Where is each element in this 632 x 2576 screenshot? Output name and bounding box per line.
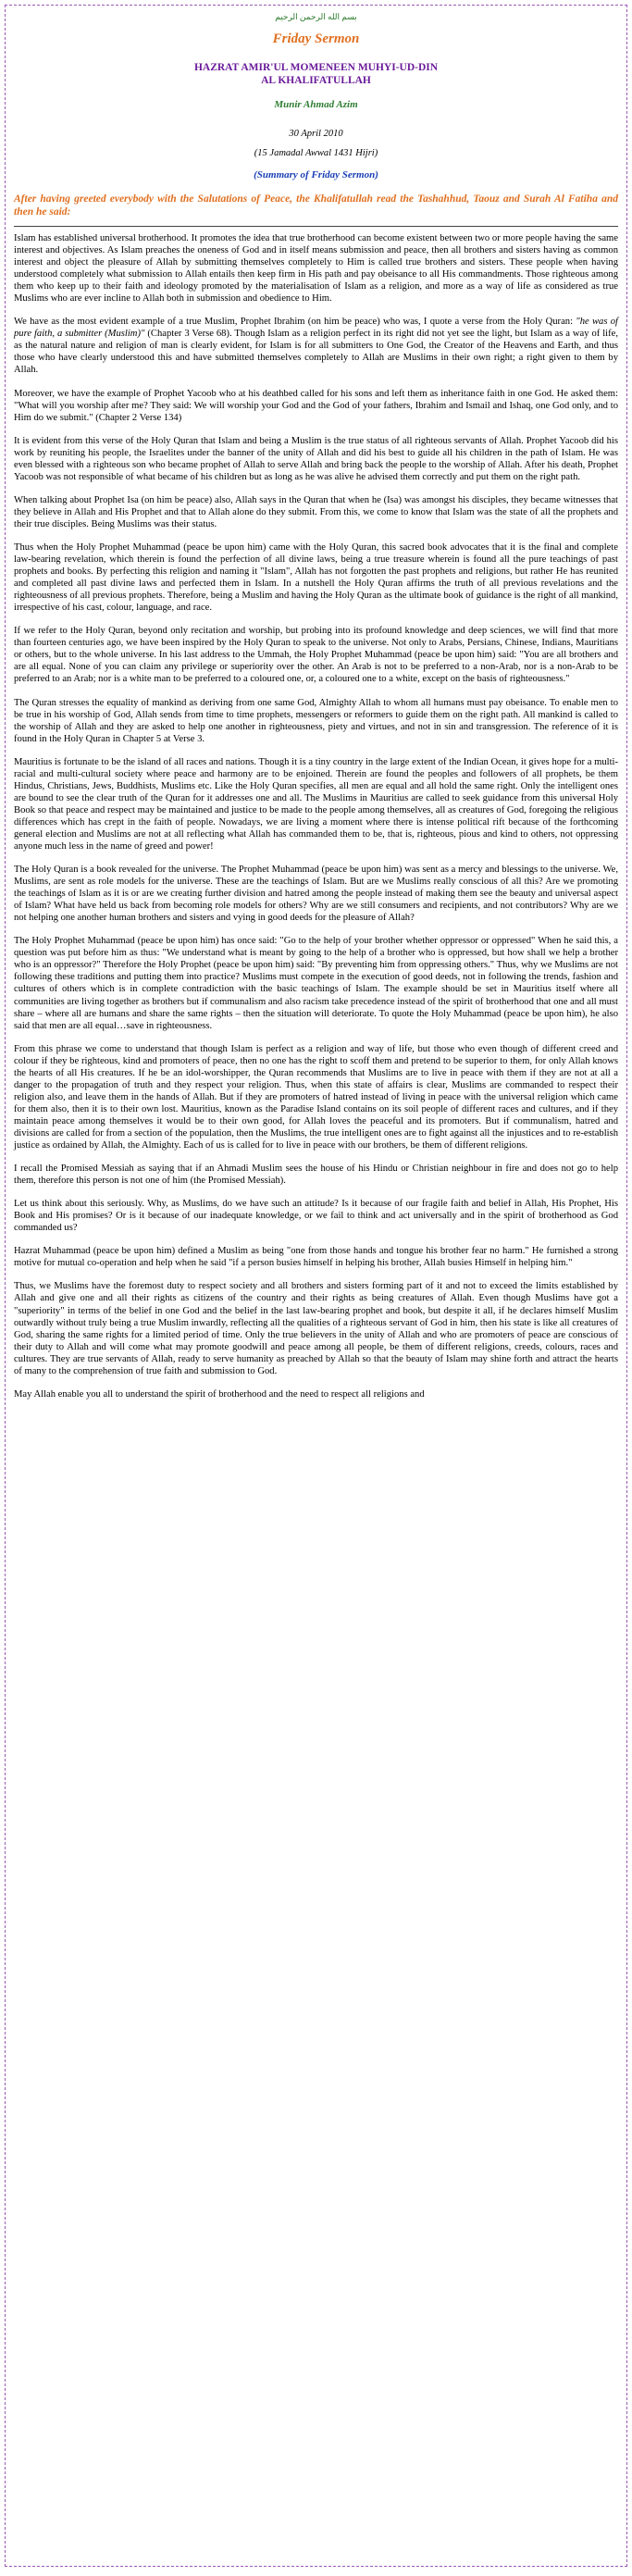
paragraph-6: Thus when the Holy Prophet Muhammad (peace be upon him) came with the Holy Quran, this sacred book advocates that it is the final and complete law-bearing revelation, which therein is found the perfection of all divine laws, being a true treasure wherein is found all the pure teachings of past prophets and books. By perfecting this religion and naming it "Islam", Allah has not forgotten the past prophets and religions, but rather He has reunited and completed all past divine laws and perfected them in Islam. In a nutshell the Holy Quran affirms the truth of all previous revelations and the righteousness of all previous prophets. Therefore, being a Muslim and having the Holy Quran as the ultimate book of guidance is the right of all mankind, irrespective of his cast, colour, language, and race.: [14, 541, 618, 614]
page-title: Friday Sermon: [272, 31, 360, 46]
paragraph-1: Islam has established universal brotherhood. It promotes the idea that true brotherhood can become existent between two or more people having the same interest and objectives. As Islam preaches the oneness of God and in itself means submission and peace, then all brothers and sisters having as common interest and object the pleasure of Allah by submitting themselves completely to Him is called true brothers and sisters. These people when having understood completely what submission to Allah entails then keep firm in His path and pay obeisance to all His commandments. Those righteous among them who keep up to their faith and ideology promoted by the materialisation of Islam as a religion, and more as a way of life as considered as true Muslims who are ever incline to Allah both in submission and obedience to Him.: [14, 226, 618, 305]
hijri-date: (15 Jamadal Awwal 1431 Hijri): [254, 148, 378, 158]
paragraph-16: Thus, we Muslims have the foremost duty to respect society and all brothers and sisters forming part of it and not to exceed the limits established by Allah and give one and all their rights as citizens of the country and their rights as being creatures of Allah. Even though Muslims have got a "superiority" in terms of the belief in one God and the belief in the last law-bearing prophet and book, but despite it all, if he declares himself Muslim outwardly without truly being a true Muslim inwardly, reflecting all the qualities of a righteous servant of God in him, then his state is like all creatures of God, sharing the same rights for a limited period of time. Only the true believers in the unity of Allah and who are promoters of peace are conscious of their duty to Allah and will come what may promote goodwill and peace among all people, be them of different religions, creeds, colours, races and cultures. They are true servants of Allah, ready to serve humanity as preached by Allah so that the beauty of Islam may shine forth and attract the hearts of many to the comprehension of true faith and submission to God.: [14, 1281, 618, 1376]
paragraph-5: When talking about Prophet Isa (on him be peace) also, Allah says in the Quran that when he (Isa) was amongst his disciples, they became witnesses that they believe in Allah and His Prophet and that to Allah alone do they submit. From this, we come to know that Islam was the state of all the prophets and their true disciples. Being Muslims was their status.: [14, 494, 618, 529]
heading-line-2: AL KHALIFATULLAH: [261, 75, 371, 86]
paragraph-10: The Holy Quran is a book revealed for the universe. The Prophet Muhammad (peace be upon him) was sent as a mercy and blessings to the universe. We, Muslims, are sent as role models for the universe. These are the teachings of Islam. But are we Muslims really conscious of all this? Are we promoting the teachings of Islam as it is or are we creating further division and hatred among the people instead of making them see the beauty and universal aspect of Islam? What have held us back from becoming role models for others? Why are we still consumers and recipients, and not contributors? Why are we not helping one another human brothers and sisters and vying in good deeds for the pleasure of Allah?: [14, 865, 618, 924]
paragraph-13: I recall the Promised Messiah as saying that if an Ahmadi Muslim sees the house of his Hindu or Christian neighbour in fire and does not go to help them, therefore this person is not one of him (the Promised Messiah).: [14, 1164, 618, 1187]
bismillah-text: بسم الله الرحمن الرحيم: [275, 12, 357, 21]
sermon-page: [5, 5, 627, 2567]
paragraph-12: From this phrase we come to understand that though Islam is perfect as a religion and way of life, but those who even though of different creed and colour if they be righteous, kind and promoters of peace, then no one has the right to scoff them and pretend to be superior to them, for only Allah knows the hearts of all His creatures. If he be an idol-worshipper, the Quran recommends that Muslims are to live in peace with them if they are not at all a danger to the propagation of truth and they respect your religion. Thus, when this state of affairs is clear, Muslims are commanded to respect their religion also, and leave them in the hands of Allah. But if they are promoters of hatred instead of living in peace with the universal religion which came for them also, then it is to their own lost. Mauritius, known as the Paradise Island contains on its soil people of different races and cultures, and if they maintain peace among themselves it would be to their own good, for Allah loves the peaceful and its promoters. But if communalism, hatred and divisions are called for from a section of the population, then the Muslims, the true intelligent ones are to fight against all the injustices and to re-establish justice as ordained by Allah, the Almighty. Each of us is called for to live in peace with our brothers, be them of different religions.: [14, 1043, 618, 1151]
paragraph-15: Hazrat Muhammad (peace be upon him) defined a Muslim as being "one from those hands and tongue his brother fear no harm." He furnished a strong motive for mutual co-operation and help when he said "if a person busies himself in helping his brother, Allah busies Himself in helping him.": [14, 1246, 618, 1269]
sermon-body: [14, 226, 618, 1400]
paragraph-8: The Quran stresses the equality of mankind as deriving from one same God, Almighty Allah to whom all humans must pay obeisance. To enable men to be true in his worship of God, Allah sends from time to time prophets, messengers or reformers to guide them on the right path. All mankind is called to the worship of Allah and they are asked to help one another in righteousness, piety and virtues, and not in sin and transgression. The reference of it is found in the Holy Quran in Chapter 5 at Verse 3.: [14, 697, 618, 744]
paragraph-2: [14, 316, 618, 376]
sermon-date: 30 April 2010: [289, 129, 343, 139]
paragraph-3: Moreover, we have the example of Prophet Yacoob who at his deathbed called for his sons and left them as inheritance faith in one God. He asked them: "What will you worship after me? They said: We will worship your God and the God of your fathers, Ibrahim and Ismail and Ishaq, one God only, and to Him do we submit." (Chapter 2 Verse 134): [14, 388, 618, 423]
intro-text: After having greeted everybody with the Salutations of Peace, the Khalifatullah read the Tashahhud, Taouz and Surah Al Fatiha and then he said:: [14, 193, 618, 218]
paragraph-4: It is evident from this verse of the Holy Quran that Islam and being a Muslim is the true status of all righteous servants of Allah. Prophet Yacoob did his work by reuniting his people, the Israelites under the banner of the unity of Allah and did his best to guide all his children in the path of Islam. He was even blessed with a righteous son who became prophet of Allah to serve Allah and bring back the people to the worship of Allah. After his death, Prophet Yacoob was not responsible of what became of his children but as long as he was alive he advised them correctly and put them on the right path.: [14, 435, 618, 482]
paragraph-9: Mauritius is fortunate to be the island of all races and nations. Though it is a tiny country in the large extent of the Indian Ocean, it gives hope for a multi-racial and multi-cultural society where peace and harmony are to be enjoined. Therein are found the peoples and followers of all prophets, be them Hindus, Christians, Jews, Buddhists, Muslims etc. Like the Holy Quran specifies, all men are equal and all hold the same right. Only the intelligent ones are bound to see the clear truth of the Quran for it addresses one and all. The Muslims in Mauritius are called to seek guidance from this universal Holy Book so that peace and respect may be maintained and justice to be made to the people among themselves, all as creatures of God, foregoing the religious differences which has crept in the faith of people. Nowadays, we are living a moment where there is intense political rift because of the forthcoming general election and Muslims are not at all reflecting what Allah has commanded them to be, that is, righteous, pious and kind to others, not oppressing anyone much less in the name of greed and power!: [14, 756, 618, 852]
heading-line-1: HAZRAT AMIR'UL MOMENEEN MUHYI-UD-DIN: [193, 62, 439, 73]
paragraph-2-quote: "he was of pure faith, a submitter (Muslim)": [14, 317, 618, 340]
paragraph-2-after: (Chapter 3 Verse 68). Though Islam as a religion perfect in its right did not yet see the light, but Islam as a way of life, as the natural nature and religion of man is clearly evident, for Islam is for all submitters to One God, the Creator of the Heavens and Earth, and thus those who have clearly understood this and have submitted themselves completely to Allah are Muslims in their own right; a right given to them by Allah.: [14, 329, 618, 376]
paragraph-17: May Allah enable you all to understand the spirit of brotherhood and the need to respect all religions and: [14, 1388, 425, 1400]
paragraph-7: If we refer to the Holy Quran, beyond only recitation and worship, but probing into its profound knowledge and deep sciences, we will find that more than fourteen centuries ago, we have been inspired by the Holy Quran to speak to the universe. Not only to Arabs, Persians, Chinese, Indians, Mauritians or others, but to the whole universe. In his last address to the Ummah, the Holy Prophet Muhammad (peace be upon him) said: "You are all brothers and are all equal. None of you can claim any privilege or superiority over the other. An Arab is not to be preferred to a non-Arab, nor is a non-Arab to be preferred to an Arab; nor is a white man to be preferred to a coloured one, or, a coloured one to a white, except on the basis of righteousness.": [14, 626, 618, 685]
author-name: Munir Ahmad Azim: [274, 99, 358, 110]
paragraph-14: Let us think about this seriously. Why, as Muslims, do we have such an attitude? Is it because of our fragile faith and belief in Allah, His Prophet, His Book and His promises? Or is it because of our inadequate knowledge, or we fail to think and act universally and in the spirit of brotherhood as God commanded us?: [14, 1199, 618, 1234]
paragraph-11: The Holy Prophet Muhammad (peace be upon him) has once said: "Go to the help of your brother whether oppressor or oppressed" When he said this, a question was put before him as thus: "We understand what is meant by going to the help of a brother who is oppressed, but how shall we help a brother who is an oppressor?" Therefore the Holy Prophet (peace be upon him) said: "By preventing him from oppressing others." Thus, why we Muslims are not following these traditions and putting them into practice? Muslims must compete in the execution of good deeds, not in following the trends, fashion and cultures of others which is in complete contradiction with the basic teachings of Islam. The example should be set in Mauritius itself where all communities are living together as brothers but if communalism and also racism take precedence instead of the spirit of brotherhood that one and all must share – where all are humans and share the same rights – then the situation will deteriorate. To quote the Holy Muhammad (peace be upon him), he also said that men are all equal…save in righteousness.: [14, 936, 618, 1031]
paragraph-2-before: We have as the most evident example of a true Muslim, Prophet Ibrahim (on him be peace) who was, I quote a verse from the Holy Quran:: [14, 317, 576, 328]
summary-label: (Summary of Friday Sermon): [254, 169, 378, 180]
